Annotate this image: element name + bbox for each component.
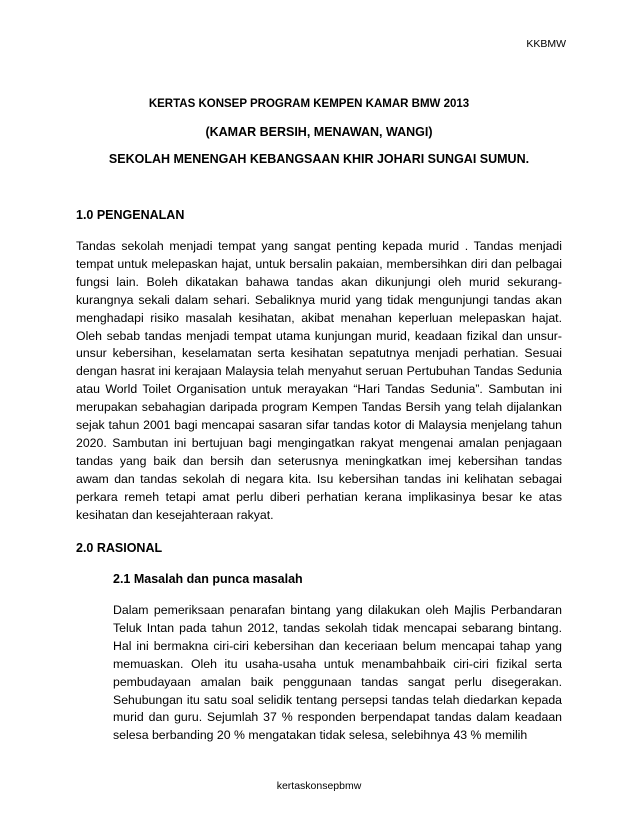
document-subtitle: (KAMAR BERSIH, MENAWAN, WANGI) bbox=[205, 125, 433, 139]
document-title: KERTAS KONSEP PROGRAM KEMPEN KAMAR BMW 2013 bbox=[148, 98, 470, 110]
header-mark: KKBMW bbox=[526, 38, 566, 50]
paragraph-masalah: Dalam pemeriksaan penarafan bintang yang dilakukan oleh Majlis Perbandaran Teluk Intan pada tahun 2012, tandas sekolah tidak mencapai sebarang bintang. Hal ini bermakna ciri-ciri kebersihan dan keceriaan belum mencapai tahap yang memuaskan. Oleh itu usaha-usaha untuk menambahbaik ciri-ciri fizikal serta pembudayaan amalan baik penggunaan tandas sangat perlu disegerakan. Sehubungan itu satu soal selidik tentang persepsi tandas telah diedarkan kepada murid dan guru. Sejumlah 37 % responden berpendapat tandas dalam keadaan selesa berbanding 20 % mengatakan tidak selesa, selebihnya 43 % memilih bbox=[113, 603, 562, 743]
paragraph-pengenalan: Tandas sekolah menjadi tempat yang sangat penting kepada murid . Tandas menjadi tempat untuk melepaskan hajat, untuk bersalin pakaian, membersihkan diri dan pelbagai fungsi lain. Boleh dikatakan bahawa tandas akan dikunjungi oleh murid sekurang-kurangnya sekali dalam sehari. Sebaliknya murid yang tidak mengunjungi tandas akan menghadapi risiko masalah kesihatan, akibat menahan keperluan melepaskan hajat. Oleh sebab tandas menjadi tempat utama kunjungan murid, keadaan fizikal dan unsur-unsur kebersihan, keselamatan serta kesihatan sepatutnya menjadi perhatian. Sesuai dengan hasrat ini kerajaan Malaysia telah menyahut seruan Pertubuhan Tandas Sedunia atau World Toilet Organisation untuk merayakan “Hari Tandas Sedunia”. Sambutan ini merupakan sebahagian daripada program Kempen Tandas Bersih yang telah dijalankan sejak tahun 2001 bagi mencapai sasaran sifar tandas kotor di Malaysia menjelang tahun 2020. Sambutan ini bertujuan bagi mengingatkan rakyat mengenai amalan penjagaan tandas yang baik dan bersih dan seterusnya meningkatkan imej kebersihan tandas awam dan tandas sekolah di negara kita. Isu kebersihan tandas ini kelihatan sebagai perkara remeh tetapi amat perlu diberi perhatian kerana implikasinya besar ke atas kesihatan dan kesejahteraan rakyat. bbox=[76, 239, 562, 522]
section-heading-rasional: 2.0 RASIONAL bbox=[76, 541, 163, 555]
section-heading-pengenalan: 1.0 PENGENALAN bbox=[76, 208, 185, 222]
footer-text: kertaskonsepbmw bbox=[276, 780, 362, 792]
school-name: SEKOLAH MENENGAH KEBANGSAAN KHIR JOHARI SUNGAI SUMUN. bbox=[108, 152, 530, 166]
subsection-heading-masalah: 2.1 Masalah dan punca masalah bbox=[113, 572, 303, 586]
